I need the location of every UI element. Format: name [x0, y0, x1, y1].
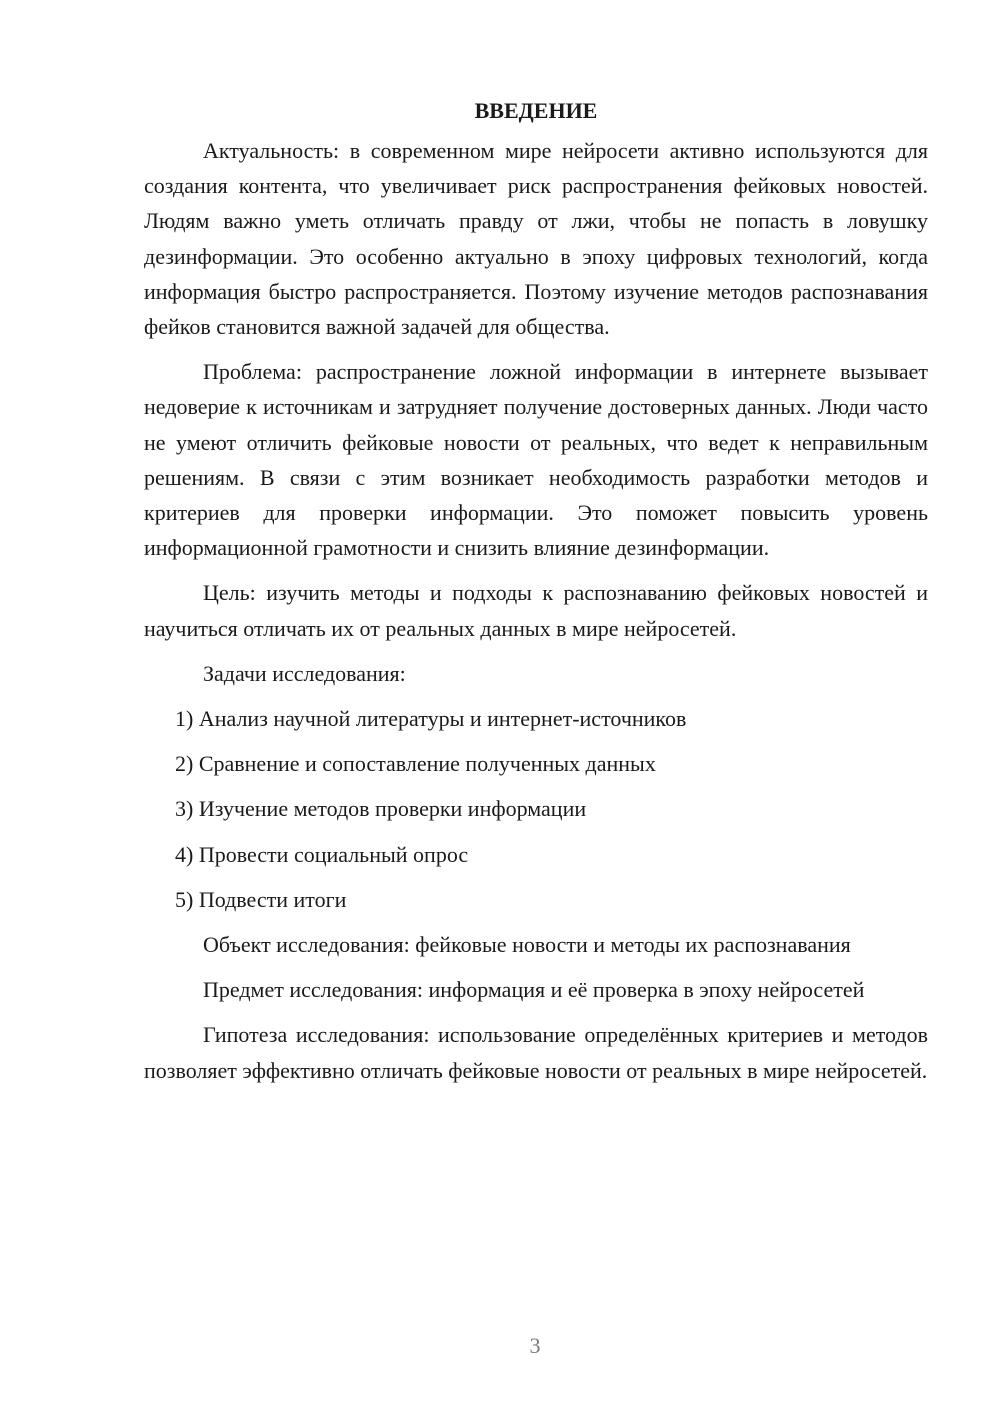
object-paragraph: Объект исследования: фейковые новости и методы их распознавания — [203, 932, 851, 958]
task-item: 4) Провести социальный опрос — [175, 841, 469, 867]
section-title: ВВЕДЕНИЕ — [474, 98, 598, 123]
tasks-heading: Задачи исследования: — [203, 660, 406, 686]
page-number: 3 — [529, 1333, 541, 1358]
task-item: 2) Сравнение и сопоставление полученных данных — [175, 751, 656, 777]
goal-paragraph: Цель: изучить методы и подходы к распознаванию фейковых новостей и научиться отличать их от реальных данных в мире нейросетей. — [144, 580, 928, 641]
task-item: 5) Подвести итоги — [175, 886, 347, 912]
relevance-paragraph: Актуальность: в современном мире нейросети активно используются для создания контента, что увеличивает риск распространения фейковых новостей. Людям важно уметь отличать правду от лжи, чтобы не попасть в ловушку дезинформации. Это особенно актуально в эпоху цифровых технологий, когда информация быстро распространяется. Поэтому изучение методов распознавания фейков становится важной задачей для общества. — [144, 138, 928, 340]
document-page — [144, 93, 928, 1098]
problem-paragraph: Проблема: распространение ложной информации в интернете вызывает недоверие к источникам и затрудняет получение достоверных данных. Люди часто не умеют отличить фейковые новости от реальных, что ведет к неправильным решениям. В связи с этим возникает необходимость разработки методов и критериев для проверки информации. Это поможет повысить уровень информационной грамотности и снизить влияние дезинформации. — [144, 359, 928, 561]
task-item: 3) Изучение методов проверки информации — [175, 796, 587, 822]
subject-paragraph: Предмет исследования: информация и её проверка в эпоху нейросетей — [203, 977, 865, 1003]
task-item: 1) Анализ научной литературы и интернет-источников — [175, 706, 687, 732]
tasks-list — [144, 701, 928, 917]
hypothesis-paragraph: Гипотеза исследования: использование определённых критериев и методов позволяет эффективно отличать фейковые новости от реальных в мире нейросетей. — [144, 1022, 928, 1083]
